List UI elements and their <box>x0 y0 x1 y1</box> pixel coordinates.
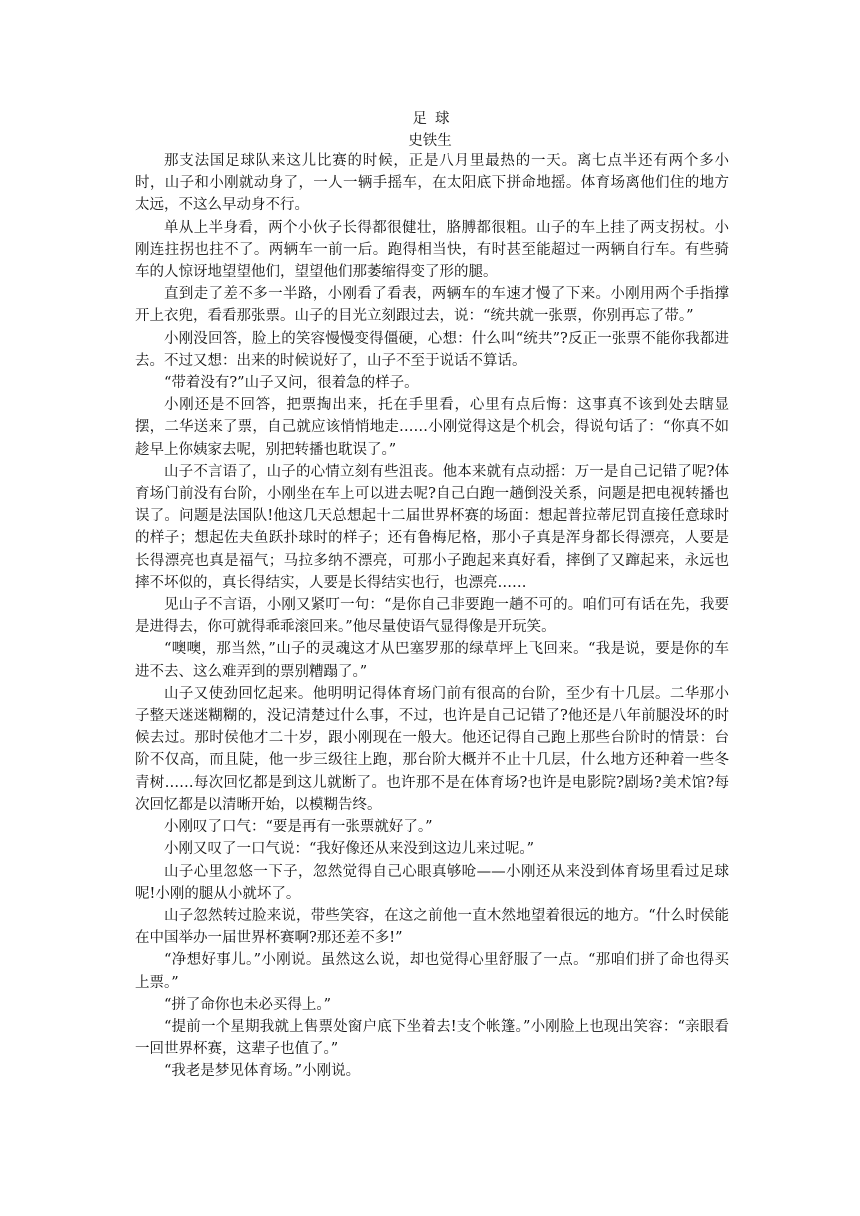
paragraph: 单从上半身看，两个小伙子长得都很健壮，胳膊都很粗。山子的车上挂了两支拐杖。小刚连拄拐也拄不了。两辆车一前一后。跑得相当快，有时甚至能超过一两辆自行车。有些骑车的人惊讶地望望他们，望望他们那萎缩得变了形的腿。 <box>135 219 729 281</box>
paragraph: “带着没有?”山子又问，很着急的样子。 <box>164 375 419 392</box>
paragraph: 见山子不言语，小刚又紧叮一句：“是你自己非要跑一趟不可的。咱们可有话在先，我要是进得去，你可就得乖乖滚回来。”他尽量使语气显得像是开玩笑。 <box>135 597 729 636</box>
paragraph: 小刚叹了口气：“要是再有一张票就好了。” <box>164 819 433 836</box>
paragraph: “提前一个星期我就上售票处窗户底下坐着去!支个帐篷。”小刚脸上也现出笑容：“亲眼看一回世界杯赛，这辈子也值了。” <box>135 1018 729 1058</box>
paragraph: “我老是梦见体育场。”小刚说。 <box>164 1063 361 1080</box>
article-title: 足球 <box>412 111 458 127</box>
paragraph: 山子忽然转过脸来说，带些笑容，在这之前他一直木然地望着很远的地方。“什么时侯能在中国举办一届世界杯赛啊?那还差不多!” <box>135 907 729 947</box>
paragraph: 直到走了差不多一半路，小刚看了看表，两辆车的车速才慢了下来。小刚用两个手指撑开上衣兜，看看那张票。山子的目光立刻跟过去，说：“统共就一张票，你别再忘了带。” <box>135 286 729 325</box>
paragraph: “拼了命你也未必买得上。” <box>164 996 332 1013</box>
paragraph: 那支法国足球队来这儿比赛的时候，正是八月里最热的一天。离七点半还有两个多小时，山子和小刚就动身了，一人一辆手摇车，在太阳底下拼命地摇。体育场离他们住的地方太远，不这么早动身不行。 <box>135 153 729 214</box>
paragraph: 小刚还是不回答，把票掏出来，托在手里看，心里有点后悔：这事真不该到处去瞎显摆，二华送来了票，自己就应该悄悄地走……小刚觉得这是个机会，得说句话了：“你真不如趁早上你姨家去呢，别把转播也耽误了。” <box>135 397 729 458</box>
paragraph: “净想好事儿。”小刚说。虽然这么说，却也觉得心里舒服了一点。“那咱们拼了命也得买上票。” <box>135 952 729 991</box>
article-author: 史铁生 <box>408 133 452 149</box>
article-body <box>135 150 729 1083</box>
paragraph: “噢噢，那当然，”山子的灵魂这才从巴塞罗那的绿草坪上飞回来。“我是说，要是你的车进不去、这么难弄到的票别糟蹋了。” <box>135 641 729 680</box>
paragraph: 小刚没回答，脸上的笑容慢慢变得僵硬，心想：什么叫“统共”?反正一张票不能你我都进去。不过又想：出来的时候说好了，山子不至于说话不算话。 <box>135 330 729 369</box>
paragraph: 山子又使劲回忆起来。他明明记得体育场门前有很高的台阶，至少有十几层。二华那小子整天迷迷糊糊的，没记清楚过什么事，不过，也许是自己记错了?他还是八年前腿没坏的时候去过。那时侯他才二十岁，跟小刚现在一般大。他还记得自己跑上那些台阶时的情景：台阶不仅高，而且陡，他一步三级往上跑，那台阶大概并不止十几层，什么地方还种着一些冬青树……每次回忆都是到这儿就断了。也许那不是在体育场?也许是电影院?剧场?美术馆?每次回忆都是以清晰开始，以模糊告终。 <box>135 685 729 813</box>
paragraph: 小刚又叹了一口气说：“我好像还从来没到这边儿来过呢。” <box>164 841 535 858</box>
paragraph: 山子不言语了，山子的心情立刻有些沮丧。他本来就有点动摇：万一是自己记错了呢?体育场门前没有台阶，小刚坐在车上可以进去呢?自己白跑一趟倒没关系，问题是把电视转播也误了。问题是法国队!他这几天总想起十二届世界杯赛的场面：想起普拉蒂尼罚直接任意球时的样子；想起佐夫鱼跃扑球时的样子；还有鲁梅尼格，那小子真是浑身都长得漂亮，人要是长得漂亮也真是福气；马拉多纳不漂亮，可那小子跑起来真好看，摔倒了又蹿起来，永远也摔不坏似的，真长得结实，人要是长得结实也行，也漂亮…… <box>135 463 729 591</box>
paragraph: 山子心里忽悠一下子，忽然觉得自己心眼真够呛——小刚还从来没到体育场里看过足球呢!小刚的腿从小就坏了。 <box>135 863 729 902</box>
